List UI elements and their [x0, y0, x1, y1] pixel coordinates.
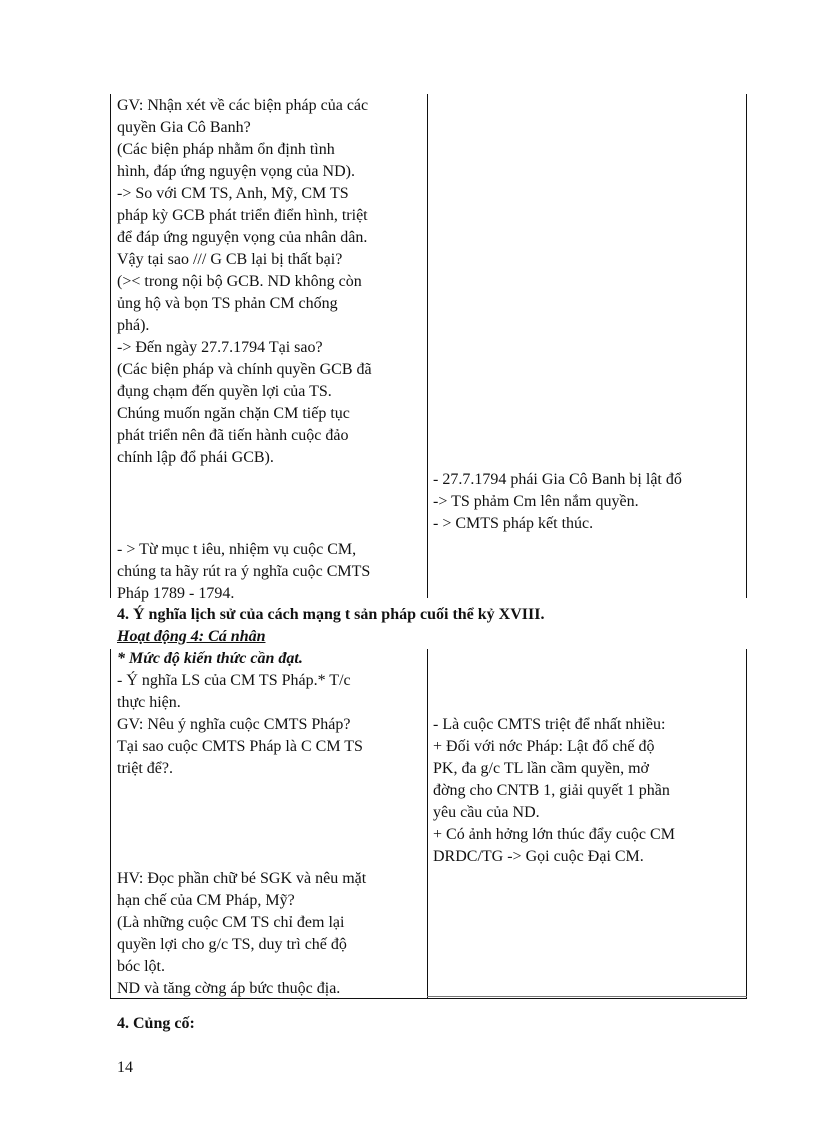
left-text-line: -> Đến ngày 27.7.1794 Tại sao?	[117, 339, 323, 356]
left-text-line: Vậy tại sao /// G CB lại bị thất bại?	[117, 251, 343, 268]
left-text-line: chính lập đổ phái GCB).	[117, 449, 274, 466]
left-text-line: pháp kỳ GCB phát triển điển hình, triệt	[117, 207, 368, 224]
left-text-line: chúng ta hãy rút ra ý nghĩa cuộc CMTS	[117, 563, 371, 580]
right-text-line: - 27.7.1794 phái Gia Cô Banh bị lật đổ	[433, 471, 682, 488]
left-text-line: triệt để?.	[117, 760, 173, 777]
right-text-line: + Đối với nớc Pháp: Lật đổ chế độ	[433, 738, 655, 755]
right-text-line: đờng cho CNTB 1, giải quyết 1 phần	[433, 782, 670, 799]
left-text-line: quyền lợi cho g/c TS, duy trì chế độ	[117, 936, 347, 953]
right-text-line: -> TS phảm Cm lên nắm quyền.	[433, 493, 639, 510]
left-text-line: phát triển nên đã tiến hành cuộc đảo	[117, 427, 349, 444]
left-text-line: - > Từ mục t iêu, nhiệm vụ cuộc CM,	[117, 541, 357, 558]
left-text-line: HV: Đọc phần chữ bé SGK và nêu mặt	[117, 870, 367, 887]
left-text-line: hình, đáp ứng nguyện vọng của ND).	[117, 163, 355, 180]
right-text-line: - Là cuộc CMTS triệt để nhất nhiều:	[433, 716, 666, 733]
left-text-line: phá).	[117, 317, 150, 334]
left-text-line: thực hiện.	[117, 694, 181, 711]
table-left-border	[110, 94, 111, 598]
table-right-border-upper	[746, 94, 747, 598]
left-text-line: (Là những cuộc CM TS chỉ đem lại	[117, 914, 345, 931]
left-text-line: để đáp ứng nguyện vọng của nhân dân.	[117, 229, 368, 246]
left-text-line: Chúng muốn ngăn chặn CM tiếp tục	[117, 405, 350, 422]
right-text-line: + Có ảnh hởng lớn thúc đẩy cuộc CM	[433, 826, 675, 843]
table-center-divider-lower	[427, 649, 428, 998]
right-text-line: yêu cầu của ND.	[433, 804, 540, 821]
page-number: 14	[117, 1059, 133, 1076]
activity-heading: Hoạt động 4: Cá nhân	[117, 628, 266, 645]
left-text-line: quyền Gia Cô Banh?	[117, 119, 251, 136]
left-text-line: (>< trong nội bộ GCB. ND không còn	[117, 273, 362, 290]
left-text-line: ND và tăng cờng áp bức thuộc địa.	[117, 980, 341, 997]
left-text-line: Pháp 1789 - 1794.	[117, 585, 235, 602]
left-text-line: Tại sao cuộc CMTS Pháp là C CM TS	[117, 738, 363, 755]
right-text-line: - > CMTS pháp kết thúc.	[433, 515, 594, 532]
left-text-line: -> So với CM TS, Anh, Mỹ, CM TS	[117, 185, 349, 202]
section-heading: 4. Ý nghĩa lịch sử của cách mạng t sản pháp cuối thể kỷ XVIII.	[117, 606, 545, 623]
knowledge-heading: * Mức độ kiến thức cần đạt.	[117, 650, 303, 667]
table-center-divider-upper	[427, 94, 428, 598]
left-text-line: - Ý nghĩa LS của CM TS Pháp.* T/c	[117, 672, 351, 689]
left-text-line: đụng chạm đến quyền lợi của TS.	[117, 383, 332, 400]
left-text-line: hạn chế của CM Pháp, Mỹ?	[117, 892, 295, 909]
consolidation-heading: 4. Củng cố:	[117, 1015, 195, 1032]
left-text-line: ủng hộ và bọn TS phản CM chống	[117, 295, 338, 312]
left-text-line: GV: Nhận xét về các biện pháp của các	[117, 97, 369, 114]
left-text-line: GV: Nêu ý nghĩa cuộc CMTS Pháp?	[117, 716, 351, 733]
table-left-border-lower	[110, 649, 111, 998]
table-bottom-border-shadow	[427, 996, 747, 997]
left-text-line: (Các biện pháp nhằm ổn định tình	[117, 141, 335, 158]
left-text-line: bóc lột.	[117, 958, 165, 975]
table-right-border-lower	[746, 649, 747, 998]
right-text-line: DRDC/TG -> Gọi cuộc Đại CM.	[433, 848, 644, 865]
left-text-line: (Các biện pháp và chính quyền GCB đã	[117, 361, 372, 378]
right-text-line: PK, đa g/c TL lần cầm quyền, mở	[433, 760, 649, 777]
